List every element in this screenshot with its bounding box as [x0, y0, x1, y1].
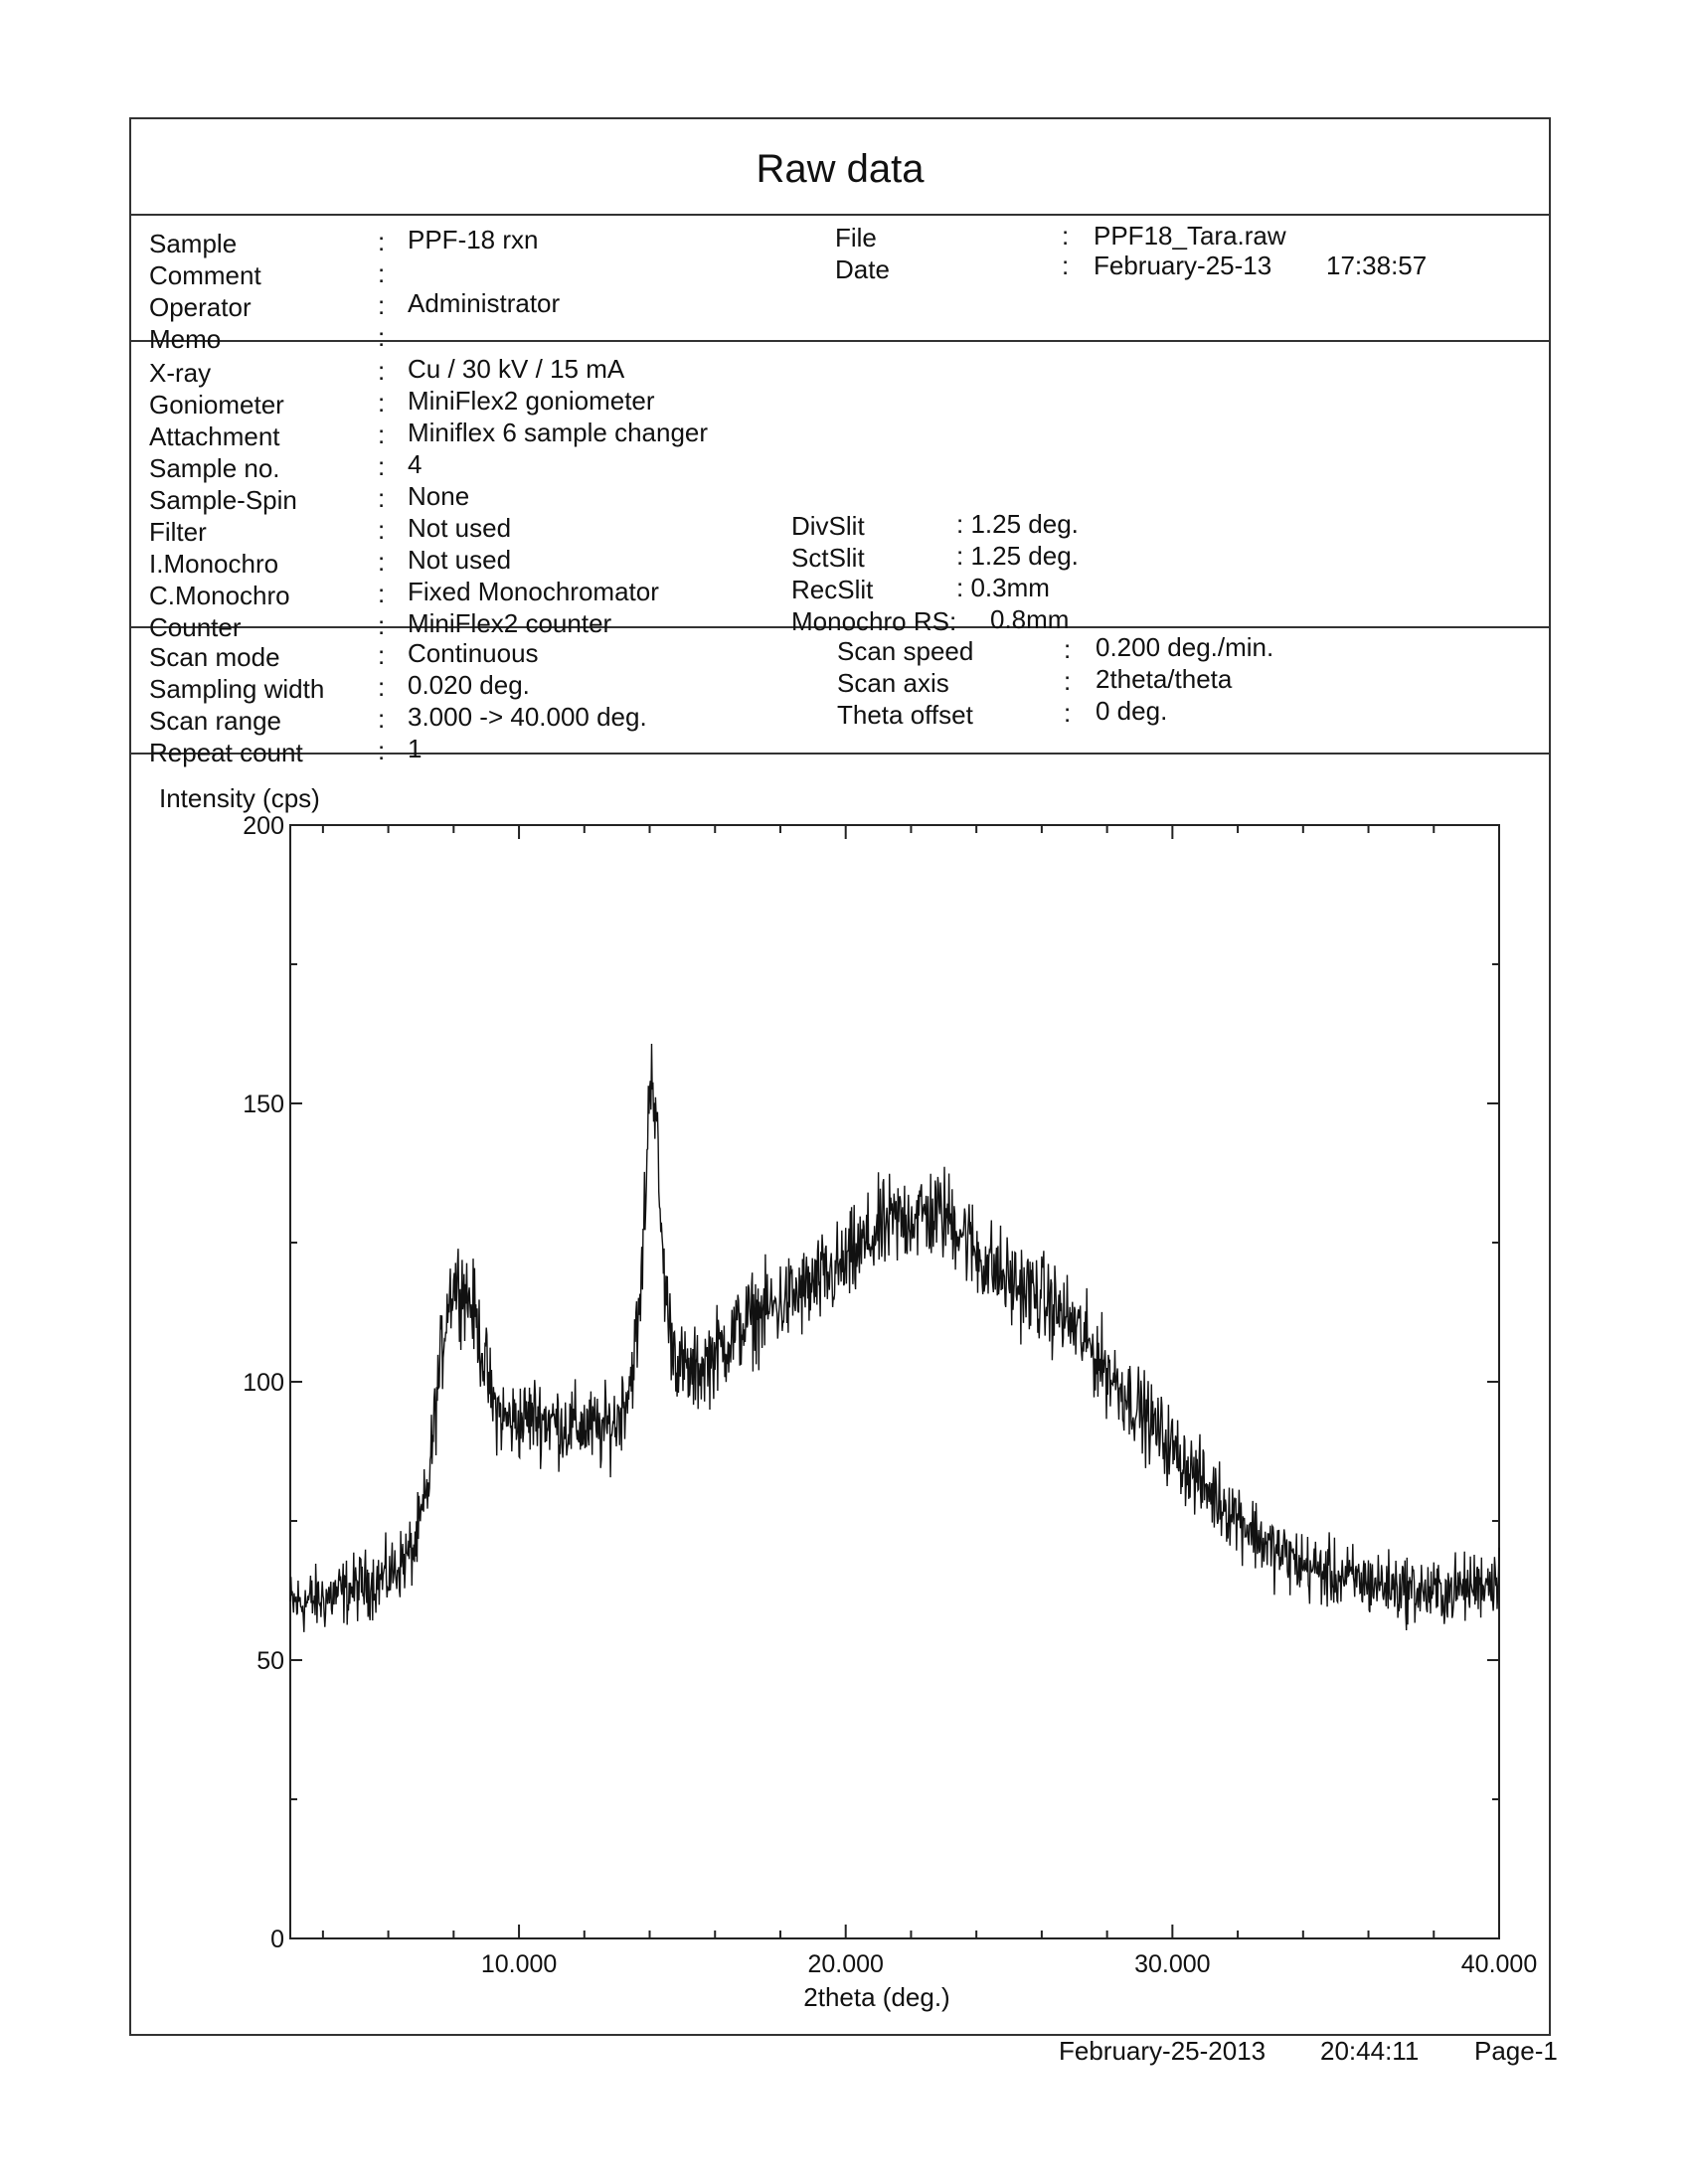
attachment-value: Miniflex 6 sample changer: [408, 418, 709, 447]
colon: :: [378, 388, 386, 418]
recslit-value: : 0.3mm: [956, 573, 1050, 602]
y-axis-label: Intensity (cps): [159, 783, 320, 813]
sample-spin-label: Sample-Spin: [149, 485, 297, 515]
x-axis-label: 2theta (deg.): [803, 1982, 950, 2012]
colon: :: [378, 451, 386, 481]
monochro-rs-value: 0.8mm: [990, 604, 1070, 634]
goniometer-value: MiniFlex2 goniometer: [408, 386, 655, 416]
y-tick-label: 100: [243, 1369, 284, 1397]
colon: :: [378, 483, 386, 513]
scan-speed-label: Scan speed: [837, 636, 974, 666]
date-value: February-25-13: [1094, 251, 1272, 280]
colon: :: [378, 579, 386, 608]
sample-label: Sample: [149, 229, 238, 258]
memo-label: Memo: [149, 324, 222, 354]
colon: :: [378, 227, 386, 256]
goniometer-label: Goniometer: [149, 390, 284, 420]
x-tick-label: 20.000: [807, 1950, 884, 1978]
ticks: [290, 825, 1499, 1938]
x-tick-label: 30.000: [1134, 1950, 1211, 1978]
colon: :: [378, 672, 386, 702]
monochro-rs-label: Monochro RS:: [791, 606, 957, 636]
filter-label: Filter: [149, 517, 207, 547]
colon: :: [378, 640, 386, 670]
i-monochro-label: I.Monochro: [149, 549, 279, 579]
xray-value: Cu / 30 kV / 15 mA: [408, 354, 625, 384]
counter-label: Counter: [149, 612, 242, 642]
sctslit-label: SctSlit: [791, 543, 865, 573]
colon: :: [1064, 634, 1072, 664]
colon: :: [378, 290, 386, 320]
sample-spin-value: None: [408, 481, 470, 511]
counter-value: MiniFlex2 counter: [408, 608, 612, 638]
repeat-count-value: 1: [408, 734, 422, 763]
intensity-series-line: [290, 1044, 1499, 1632]
colon: :: [378, 704, 386, 734]
y-tick-label: 0: [270, 1926, 284, 1953]
footer-date: February-25-2013: [1059, 2036, 1267, 2066]
colon: :: [1062, 251, 1070, 280]
x-tick-label: 10.000: [480, 1950, 558, 1978]
scan-speed-value: 0.200 deg./min.: [1096, 632, 1274, 662]
filter-value: Not used: [408, 513, 512, 543]
date-label: Date: [835, 254, 890, 284]
file-value: PPF18_Tara.raw: [1094, 221, 1286, 251]
colon: :: [378, 420, 386, 449]
scan-axis-label: Scan axis: [837, 668, 949, 698]
sample-no-value: 4: [408, 449, 422, 479]
y-tick-label: 200: [243, 812, 284, 840]
colon: :: [378, 258, 386, 288]
repeat-count-label: Repeat count: [149, 738, 303, 767]
colon: :: [378, 736, 386, 765]
operator-label: Operator: [149, 292, 252, 322]
scan-axis-value: 2theta/theta: [1096, 664, 1233, 694]
y-tick-label: 50: [256, 1647, 284, 1675]
c-monochro-label: C.Monochro: [149, 581, 290, 610]
colon: :: [1064, 666, 1072, 696]
scan-range-label: Scan range: [149, 706, 281, 736]
colon: :: [378, 547, 386, 577]
sctslit-value: : 1.25 deg.: [956, 541, 1079, 571]
report-title: Raw data: [756, 147, 925, 191]
theta-offset-label: Theta offset: [837, 700, 973, 730]
sample-no-label: Sample no.: [149, 453, 280, 483]
x-tick-label: 40.000: [1460, 1950, 1538, 1978]
sampling-width-value: 0.020 deg.: [408, 670, 530, 700]
i-monochro-value: Not used: [408, 545, 512, 575]
colon: :: [378, 322, 386, 352]
attachment-label: Attachment: [149, 421, 280, 451]
scan-mode-label: Scan mode: [149, 642, 280, 672]
c-monochro-value: Fixed Monochromator: [408, 577, 659, 606]
colon: :: [1062, 221, 1070, 251]
sample-value: PPF-18 rxn: [408, 225, 539, 254]
colon: :: [378, 515, 386, 545]
comment-label: Comment: [149, 260, 261, 290]
colon: :: [1064, 698, 1072, 728]
theta-offset-value: 0 deg.: [1096, 696, 1168, 726]
colon: :: [378, 610, 386, 640]
sampling-width-label: Sampling width: [149, 674, 325, 704]
operator-value: Administrator: [408, 288, 561, 318]
scan-range-value: 3.000 -> 40.000 deg.: [408, 702, 647, 732]
divslit-value: : 1.25 deg.: [956, 509, 1079, 539]
plot-frame: [290, 825, 1499, 1938]
divslit-label: DivSlit: [791, 511, 865, 541]
y-tick-label: 150: [243, 1091, 284, 1118]
footer-time: 20:44:11: [1320, 2036, 1420, 2066]
xray-label: X-ray: [149, 358, 212, 388]
date-time: 17:38:57: [1326, 251, 1428, 280]
file-label: File: [835, 223, 877, 252]
footer-page: Page-1: [1474, 2036, 1558, 2066]
colon: :: [378, 356, 386, 386]
recslit-label: RecSlit: [791, 575, 874, 604]
scan-mode-value: Continuous: [408, 638, 539, 668]
